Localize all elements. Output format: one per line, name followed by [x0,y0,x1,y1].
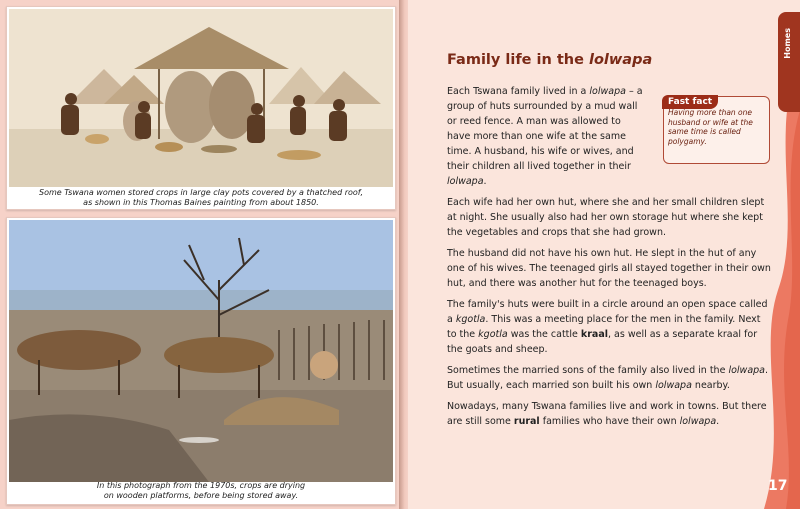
paragraph [447,399,772,429]
paragraph [447,297,772,357]
text-run: . But usually, each married son built his own [447,365,769,391]
text-run: . [716,416,720,427]
text-run: Nowadays, many Tswana families live and work in towns. But there are still some [447,401,767,427]
text-run: was the cattle [507,329,581,340]
fast-fact-text: Having more than one husband or wife at the same time is called polygamy. [668,108,753,146]
photograph-card [6,217,396,505]
painting-caption [11,188,391,208]
text-run: . This was a meeting place for the men in the family. Next to the [447,314,761,340]
glossary-term: kraal [580,329,608,340]
title-emphasis: lolwapa [589,52,653,68]
crops-drying-photograph [9,220,393,482]
caption-line: as shown in this Thomas Baines painting from about 1850. [83,198,319,207]
text-run: Each Tswana family lived in a [447,86,590,97]
paragraph: Each wife had her own hut, where she and her small children slept at night. She usually also had her own storage hut where she kept the vegetables and crops that she had grown. [447,197,765,238]
term-italic: lolwapa [589,86,626,97]
photograph-caption [11,481,391,501]
section-tab-label: Homes [783,28,792,59]
caption-line: In this photograph from the 1970s, crops are drying [96,481,306,490]
term-italic: lolwapa [655,380,692,391]
text-run: The family's huts were built in a circle around an open space called a [447,299,768,325]
paragraph: The husband did not have his own hut. He slept in the hut of any one of his wives. The teenaged girls all stayed together in their own hut, and there was another hut for the teenaged boys. [447,248,771,289]
text-run: , as well as a separate kraal for the goats and sheep. [447,329,758,355]
glossary-term: rural [513,416,540,427]
page-number: 17 [768,478,788,494]
paragraph [447,363,772,393]
thomas-baines-painting [9,9,393,187]
caption-line: on wooden platforms, before being stored away. [103,491,299,500]
caption-line: Some Tswana women stored crops in large clay pots covered by a thatched roof, [38,188,363,197]
text-run: nearby. [691,380,730,391]
text-run: Sometimes the married sons of the family also lived in the [447,365,729,376]
term-italic: lolwapa [679,416,717,427]
painting-card [6,6,396,210]
body-text [447,84,772,435]
term-italic: lolwapa [447,176,484,187]
title-text: Family life in the [447,52,589,68]
text-run: – a group of huts surrounded by a mud wall or reed fence. A man was allowed to have more than one wife at the same time. A husband, his wife or wives, and their children all lived together in their [447,86,643,172]
paragraph [447,84,647,189]
text-run: . [483,176,487,187]
text-run: families who have their own [539,416,680,427]
fast-fact-label: Fast fact [662,95,718,109]
term-italic: kgotla [478,329,508,340]
page-title [447,52,652,68]
term-italic: lolwapa [728,365,765,376]
term-italic: kgotla [455,314,486,325]
